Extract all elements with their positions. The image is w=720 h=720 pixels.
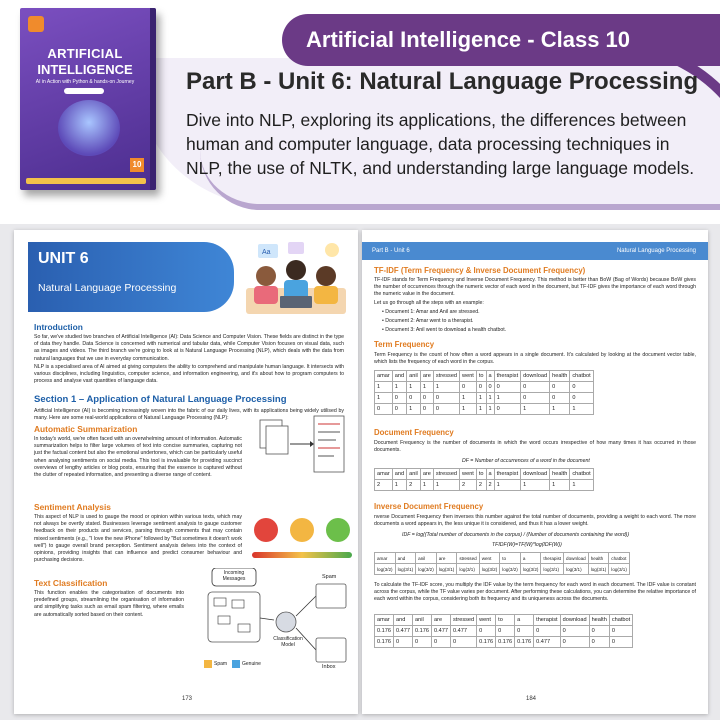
idf-col-header: stressed	[457, 553, 479, 564]
idf-cell: log(3/1)	[609, 564, 630, 575]
df-col-header: and	[392, 469, 406, 480]
df-cell: 1	[494, 480, 520, 491]
tfidf-cell: 0	[589, 626, 609, 637]
publisher-logo-icon	[28, 16, 44, 32]
tfidf-formula: TFIDF(W)=TF(W)*log(IDF(W))	[492, 542, 562, 548]
df-heading: Document Frequency	[374, 428, 454, 437]
df-col-header: amar	[375, 469, 393, 480]
df-col-header: anil	[407, 469, 421, 480]
doc-item-3-text: Document 3: Anil went to download a health chatbot.	[385, 327, 507, 333]
tfidf-cell: 0.477	[394, 626, 413, 637]
df-cell: 2	[460, 480, 477, 491]
left-page	[14, 230, 358, 714]
tf-cell: 0	[476, 382, 486, 393]
final-col-header: therapist	[534, 615, 560, 626]
tf-cell: 0	[550, 393, 570, 404]
spam-legend-label: Spam	[214, 661, 228, 667]
doc-item-3: • Document 3: Anil went to download a health chatbot.	[382, 327, 507, 333]
doc-item-2: • Document 2: Amar went to a therapist.	[382, 318, 474, 324]
tf-table-body	[375, 382, 594, 415]
tf-heading: Term Frequency	[374, 340, 435, 349]
df-col-header: chatbot	[570, 469, 593, 480]
doc-item-1-text: Document 1: Amar and Anil are stressed.	[385, 309, 480, 315]
tf-col-header: are	[420, 371, 433, 382]
tf-col-header: a	[486, 371, 494, 382]
tf-cell: 1	[476, 393, 486, 404]
incoming-messages-label: Incoming Messages	[222, 570, 246, 582]
sentiment-meter	[252, 552, 352, 558]
df-cell: 1	[570, 480, 593, 491]
tf-cell: 0	[521, 382, 550, 393]
df-cell: 1	[521, 480, 550, 491]
tfidf-heading: TF-IDF (Term Frequency & Inverse Document Frequency)	[374, 266, 586, 275]
calc-paragraph: To calculate the TF-IDF score, you multiply the IDF value by the term frequency for each word in each document. The IDF value is constant across the corpus, while the TF value varies per document. After performing these calculations, you can determine the relative importance of each word within the corpus, considering both its frequency and its uniqueness across the documents.	[374, 582, 696, 603]
right-header-left: Part B - Unit 6	[372, 248, 410, 254]
df-cell: 1	[392, 480, 406, 491]
final-col-header: stressed	[451, 615, 477, 626]
idf-cell: log(3/1)	[395, 564, 416, 575]
text-classification-paragraph: This function enables the categorisation of documents into predefined groups, streamlining the organisation of information and simplifying tasks such as email spam filtering, where emails are automatically sorted based on their content.	[34, 590, 184, 618]
tfidf-cell: 0	[413, 637, 432, 648]
tfidf-cell: 0	[589, 637, 609, 648]
page-description: Dive into NLP, exploring its applications, the differences between human and computer language, data processing techniques in NLP, the use of NLTK, and understanding large language models.	[186, 110, 695, 178]
final-col-header: to	[496, 615, 515, 626]
tf-paragraph: Term Frequency is the count of how often a word appears in a single document. It's calculated by looking at the document vector table, which lists the frequency of each word in the corpus.	[374, 352, 696, 366]
tfidf-cell: 0	[560, 637, 589, 648]
df-table	[374, 468, 594, 491]
df-col-header: therapist	[494, 469, 520, 480]
robot-face-image	[58, 100, 120, 156]
book-title-line1: ARTIFICIAL	[47, 46, 123, 61]
tfidf-cell: 0.477	[534, 637, 560, 648]
idf-table-body	[375, 564, 630, 575]
tf-cell: 0	[494, 404, 520, 415]
tfidf-cell: 0.176	[477, 637, 496, 648]
tfidf-cell: 0	[477, 626, 496, 637]
final-col-header: chatbot	[609, 615, 632, 626]
tf-row	[375, 393, 594, 404]
tf-cell: 0	[460, 382, 477, 393]
auto-summary-heading: Automatic Summarization	[34, 424, 138, 434]
auto-summary-paragraph: In today's world, we're often faced with an overwhelming amount of information. Automatic summarization helps to filter large volumes of text into concise summaries, capturing not just the factual content but also the emotional undertones, which can be particularly useful when analysing sentiments on social media. This tool is invaluable for providing succinct overviews of lengthy articles or blog posts, ensuring that the essence is captured without the clutter of repeated information, and presenting a diverse range of content.	[34, 436, 242, 479]
df-col-header: to	[476, 469, 486, 480]
students-illustration	[238, 236, 354, 318]
inbox-folder-label: Inbox	[322, 664, 336, 670]
tf-cell: 0	[521, 393, 550, 404]
idf-col-header: went	[479, 553, 500, 564]
tf-header-row	[375, 371, 594, 382]
idf-cell: log(3/2)	[479, 564, 500, 575]
idf-col-header: chatbot	[609, 553, 630, 564]
df-col-header: stressed	[433, 469, 459, 480]
tf-col-header: stressed	[433, 371, 459, 382]
tf-col-header: and	[392, 371, 406, 382]
final-header-row	[375, 615, 633, 626]
tf-cell: 0	[375, 404, 393, 415]
df-cell: 1	[550, 480, 570, 491]
final-table-body	[375, 626, 633, 648]
tf-col-header: to	[476, 371, 486, 382]
sentiment-paragraph: This aspect of NLP is used to gauge the mood or opinion within various texts, which may not always be overtly stated. Businesses leverage sentiment analysis to gauge customer feedback on their products and services, parsing through comments that may contain mixed sentiments (e.g., "I love the new iPhone" followed by "But sometimes it doesn't work well") to gauge overall brand perception. Sentiment analysis delves into the context of opinions, providing insights that can influence and predict consumer behaviour and purchasing decisions.	[34, 514, 242, 564]
tf-cell: 0	[420, 393, 433, 404]
df-cell: 2	[375, 480, 393, 491]
tfidf-cell: 0.176	[413, 626, 432, 637]
df-cell: 2	[486, 480, 494, 491]
tf-cell: 0	[407, 393, 421, 404]
unit-label: UNIT 6	[38, 250, 89, 267]
doc-item-1: • Document 1: Amar and Anil are stressed.	[382, 309, 480, 315]
tf-cell: 1	[407, 404, 421, 415]
idf-table	[374, 552, 630, 575]
idf-cell: log(3/1)	[457, 564, 479, 575]
book-number: 10	[130, 158, 144, 172]
tfidf-cell: 0.477	[451, 626, 477, 637]
df-table-body	[375, 480, 594, 491]
df-col-header: a	[486, 469, 494, 480]
df-col-header: are	[420, 469, 433, 480]
tf-cell: 1	[521, 404, 550, 415]
tf-cell: 0	[392, 404, 406, 415]
tf-col-header: download	[521, 371, 550, 382]
df-cell: 1	[420, 480, 433, 491]
tf-col-header: therapist	[494, 371, 520, 382]
tfidf-cell: 0	[432, 637, 451, 648]
classification-diagram	[198, 568, 358, 678]
tf-cell: 1	[550, 404, 570, 415]
idf-cell: log(3/2)	[416, 564, 437, 575]
tf-cell: 0	[570, 382, 593, 393]
doc-item-2-text: Document 2: Amar went to a therapist.	[385, 318, 474, 324]
df-cell: 2	[407, 480, 421, 491]
tf-cell: 1	[460, 404, 477, 415]
tfidf-cell: 0	[496, 626, 515, 637]
tfidf-row	[375, 637, 633, 648]
final-col-header: amar	[375, 615, 394, 626]
happy-face-icon	[326, 518, 350, 542]
book-footer-strip	[26, 178, 146, 184]
idf-col-header: download	[564, 553, 589, 564]
df-cell: 2	[476, 480, 486, 491]
tfidf-cell: 0.176	[375, 637, 394, 648]
tfidf-cell: 0	[560, 626, 589, 637]
tf-col-header: health	[550, 371, 570, 382]
spam-folder-label: Spam	[322, 574, 337, 580]
final-col-header: download	[560, 615, 589, 626]
df-cell: 1	[433, 480, 459, 491]
tf-col-header: amar	[375, 371, 393, 382]
tfidf-cell: 0	[609, 637, 632, 648]
genuine-legend-label: Genuine	[242, 661, 261, 667]
book-spine	[150, 8, 156, 190]
idf-col-header: health	[588, 553, 609, 564]
df-col-header: health	[550, 469, 570, 480]
idf-formula: IDF = log((Total number of documents in the corpus) / (Number of documents containing the word))	[402, 532, 630, 538]
tf-cell: 0	[420, 404, 433, 415]
final-col-header: a	[515, 615, 534, 626]
tfidf-cell: 0.176	[496, 637, 515, 648]
sentiment-heading: Sentiment Analysis	[34, 502, 111, 512]
unit-name: Natural Language Processing	[38, 282, 177, 294]
idf-cell: log(3/1)	[436, 564, 457, 575]
tf-cell: 1	[407, 382, 421, 393]
final-col-header: went	[477, 615, 496, 626]
tfidf-cell: 0.477	[432, 626, 451, 637]
tfidf-cell: 0	[609, 626, 632, 637]
tfidf-cell: 0	[534, 626, 560, 637]
tf-col-header: chatbot	[570, 371, 593, 382]
idf-cell: log(3/2)	[520, 564, 541, 575]
page-title: Part B - Unit 6: Natural Language Processing	[186, 68, 699, 95]
tf-table	[374, 370, 594, 415]
tf-col-header: went	[460, 371, 477, 382]
page-number-right: 184	[526, 696, 537, 702]
tf-cell: 1	[392, 382, 406, 393]
tfidf-result-table	[374, 614, 633, 648]
book-subtitle: AI in Action with Python & hands-on Journey	[35, 79, 135, 85]
idf-row	[375, 564, 630, 575]
tfidf-cell: 0	[451, 637, 477, 648]
idf-col-header: therapist	[541, 553, 564, 564]
tf-cell: 1	[433, 382, 459, 393]
idf-cell: log(3/1)	[588, 564, 609, 575]
tf-cell: 1	[375, 393, 393, 404]
right-page-header	[362, 242, 708, 260]
final-col-header: and	[394, 615, 413, 626]
idf-col-header: anil	[416, 553, 437, 564]
book-cover	[20, 8, 156, 190]
intro-paragraph-1: So far, we've studied two branches of Artificial Intelligence (AI): Data Science and Computer Vision. These fields are distinct in the type of data they handle. Data Science is concerned with numerical and tabular data, while Computer Vision focuses on visual data, such as images and videos. The third branch we're going to look at is Natural Language Processing (NLP), which deals with the data from natural languages that we use in everyday communication.	[34, 334, 344, 362]
tf-cell: 0	[486, 382, 494, 393]
tf-cell: 0	[433, 393, 459, 404]
section1-paragraph: Artificial Intelligence (AI) is becoming increasingly woven into the fabric of our daily lives, with its applications being widely utilised by many. Here are some real-world applications of Natural Language Processing (NLP):	[34, 408, 344, 422]
angry-face-icon	[254, 518, 278, 542]
tf-row	[375, 404, 594, 415]
page-number-left: 173	[182, 696, 193, 702]
final-col-header: health	[589, 615, 609, 626]
neutral-face-icon	[290, 518, 314, 542]
df-paragraph: Document Frequency is the number of documents in which the word occurs irrespective of how many times it has occurred in those documents.	[374, 440, 696, 454]
book-spread	[0, 224, 720, 720]
tfidf-cell: 0	[394, 637, 413, 648]
idf-cell: log(3/1)	[541, 564, 564, 575]
idf-col-header: amar	[375, 553, 396, 564]
tf-cell: 1	[570, 404, 593, 415]
idf-header-row	[375, 553, 630, 564]
df-col-header: went	[460, 469, 477, 480]
introduction-heading: Introduction	[34, 322, 83, 332]
df-formula: DF = Number of occurrences of a word in the document	[462, 458, 590, 464]
tf-cell: 1	[420, 382, 433, 393]
idf-col-header: to	[500, 553, 521, 564]
df-header-row	[375, 469, 594, 480]
tf-cell: 0	[570, 393, 593, 404]
tf-cell: 1	[486, 404, 494, 415]
text-classification-heading: Text Classification	[34, 578, 108, 588]
idf-col-header: are	[436, 553, 457, 564]
section1-heading: Section 1 – Application of Natural Language Processing	[34, 394, 287, 405]
tf-cell: 1	[486, 393, 494, 404]
book-title-line2: INTELLIGENCE	[37, 62, 133, 77]
tf-cell: 1	[460, 393, 477, 404]
idf-cell: log(3/2)	[500, 564, 521, 575]
tfidf-row	[375, 626, 633, 637]
tf-cell: 1	[494, 393, 520, 404]
tf-cell: 1	[375, 382, 393, 393]
svg-text:Aa: Aa	[262, 249, 271, 256]
tf-cell: 0	[433, 404, 459, 415]
course-tag: Artificial Intelligence - Class 10	[282, 14, 720, 66]
idf-col-header: a	[520, 553, 541, 564]
classification-model-label: Classification Model	[273, 636, 303, 648]
right-page	[362, 230, 708, 714]
documents-illustration	[256, 414, 356, 476]
idf-col-header: and	[395, 553, 416, 564]
idf-cell: log(3/2)	[375, 564, 396, 575]
tfidf-cell: 0.176	[375, 626, 394, 637]
tf-cell: 0	[494, 382, 520, 393]
tf-cell: 0	[392, 393, 406, 404]
intro-paragraph-2: NLP is a specialised area of AI aimed at giving computers the ability to comprehend and manipulate human language. It intersects with various disciplines, including linguistics, computer science, and information engineering, and it's about how to program computers to process and analyse vast quantities of language data.	[34, 364, 344, 385]
df-row	[375, 480, 594, 491]
right-header-right: Natural Language Processing	[616, 248, 696, 254]
df-col-header: download	[521, 469, 550, 480]
tf-col-header: anil	[407, 371, 421, 382]
unit-banner	[28, 242, 234, 312]
tf-row	[375, 382, 594, 393]
idf-heading: Inverse Document Frequency	[374, 502, 484, 511]
idf-cell: log(3/1)	[564, 564, 589, 575]
idf-paragraph: nverse Document Frequency then inverses this number against the total number of documents, providing a weight to each word. The more documents a word appears in, the less unique it is considered, and thus it has a lower weight.	[374, 514, 696, 528]
tf-cell: 0	[550, 382, 570, 393]
book-class-badge	[64, 88, 104, 94]
final-col-header: anil	[413, 615, 432, 626]
tfidf-cell: 0.176	[515, 637, 534, 648]
tfidf-paragraph: TF-IDF stands for Term Frequency and Inverse Document Frequency. This method is better than BoW (Bag of Words) because BoW gives the number of occurrences through the numeric vector of each word in the document, but TF-IDF gives the importance of each word through the numeric value in the document.	[374, 277, 696, 298]
tfidf-cell: 0	[515, 626, 534, 637]
final-col-header: are	[432, 615, 451, 626]
tf-cell: 1	[476, 404, 486, 415]
example-intro: Let us go through all the steps with an example:	[374, 300, 484, 306]
